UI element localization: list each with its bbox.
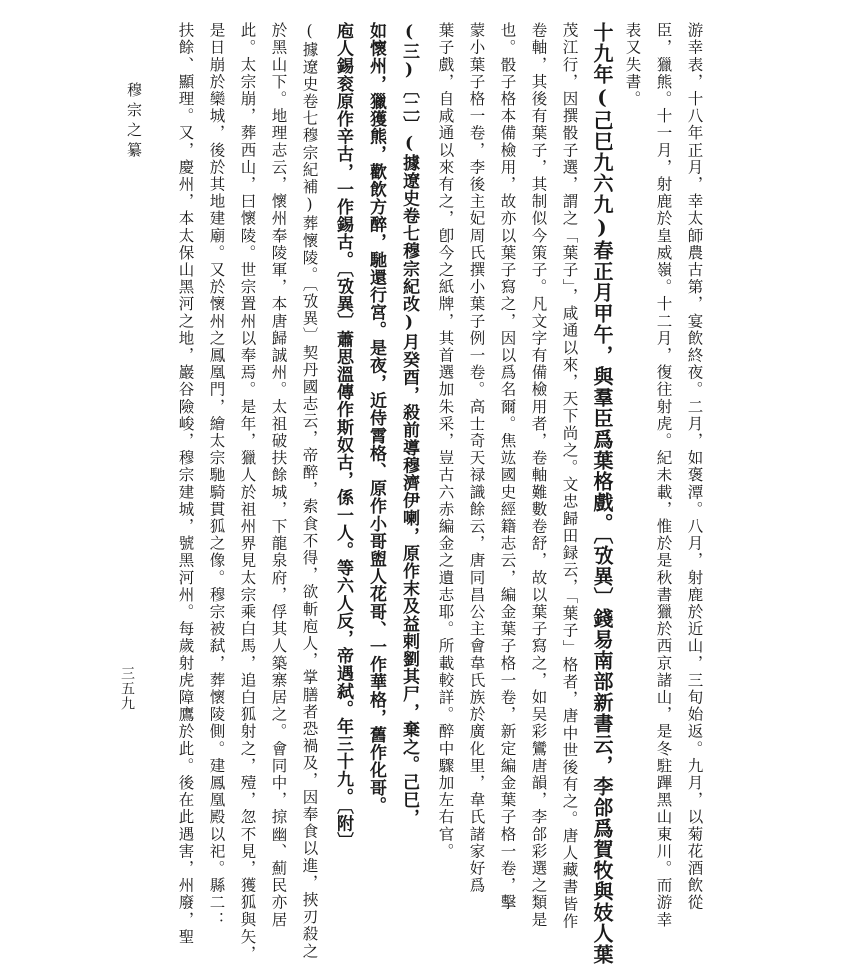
text-column-8: 蒙小葉子格一卷，李後主妃周氏撰小葉子例一卷。高士奇天禄識餘云，唐同昌公主會韋氏族於廣化里，韋氏諸家好爲: [467, 22, 486, 895]
text-column-6: 卷軸，其後有葉子，其制似今策子。凡文字有備檢用者，卷軸難數卷舒，故以葉子寫之，如吴彩鸞唐韻，李郃彩選之類是: [529, 22, 548, 929]
text-column-5: 茂江行，因撰骰子選，謂之「葉子」，咸通以來，天下尚之。文忠歸田録云，「葉子」格者，唐中世後有之。唐人藏書皆作: [560, 22, 579, 930]
text-column-1: 游幸表，十八年正月，幸太師農古第，宴飲終夜。二月，如褒潭。八月，射鹿於近山，三旬始返。九月，以菊花酒飲從: [685, 22, 704, 912]
text-column-13: (據遼史卷七穆宗紀補)葬懷陵。〔攷異〕契丹國志云，帝醉，索食不得，欲斬庖人，掌膳者恐禍及，因奉食以進，挾刃殺之: [300, 22, 319, 960]
text-column-10: (三)〔二〕(據遼史卷七穆宗紀改)月癸酉，殺前導穆濟伊喇，原作末及益剌劉其尸，棄之。己巳，: [399, 22, 419, 826]
text-column-14: 於黑山下。地理志云，懷州奉陵軍，本唐歸誠州。太祖破扶餘城，下龍泉府，俘其人築寨居之。會同中，掠幽、薊民亦居: [269, 22, 288, 929]
text-column-17: 扶餘、顯理。又，慶州，本太保山黑河之地，巖谷險峻，穆宗建城，號黑河州。每歲射虎障鷹於此。後在此遇害，州廢，聖: [176, 22, 195, 946]
text-column-15: 此。太宗崩，葬西山，曰懷陵。世宗置州以奉焉。是年，獵人於祖州界見太宗乘白馬，追白狐射之，殪，忽不見，獲狐與矢，: [238, 22, 257, 963]
text-column-3: 表又失書。: [623, 22, 642, 108]
text-column-4: 十九年(己巳九六九)春正月甲午，與羣臣爲葉格戲。〔攷異〕錢易南部新書云，李郃爲賀牧與妓人葉: [590, 22, 614, 965]
text-column-7: 也。骰子格本備檢用，故亦以葉子寫之，因以爲名爾。焦竑國史經籍志云，編金葉子格一卷，新定編金葉子格一卷，擊: [498, 22, 517, 912]
running-title: 穆宗之纂: [125, 82, 143, 162]
text-column-16: 是日崩於欒城，後於其地建廟。又於懷州之鳳凰門，繪太宗馳騎貫狐之像。穆宗被弑，葬懷陵側。建鳳凰殿以祀。縣二：: [207, 22, 226, 929]
text-column-2: 臣，獵熊。十一月，射鹿於皇威嶺。十二月，復往射虎。紀未載，惟於是秋書獵於西京諸山，是冬駐蹕黑山東川。而游幸: [654, 22, 673, 929]
text-column-11: 如懷州，獵獲熊，歡飲方醉，馳還行宮。是夜，近侍霄格、原作小哥盥人花哥、一作華格，舊作化哥。: [366, 22, 386, 814]
text-column-12: 庖人錫衮原作辛古，一作錫古。〔攷異〕蕭思溫傳作斯奴古，係一人。等六人反，帝遇弑。年三十九。〔附〕: [333, 22, 353, 850]
text-column-9: 葉子戲，自咸通以來有之，卽今之紙牌，其首選加朱采，豈古六赤編金之遺志耶。所載較詳。醉中驟加左右官。: [436, 22, 455, 860]
page-number: 三五九: [119, 666, 135, 711]
